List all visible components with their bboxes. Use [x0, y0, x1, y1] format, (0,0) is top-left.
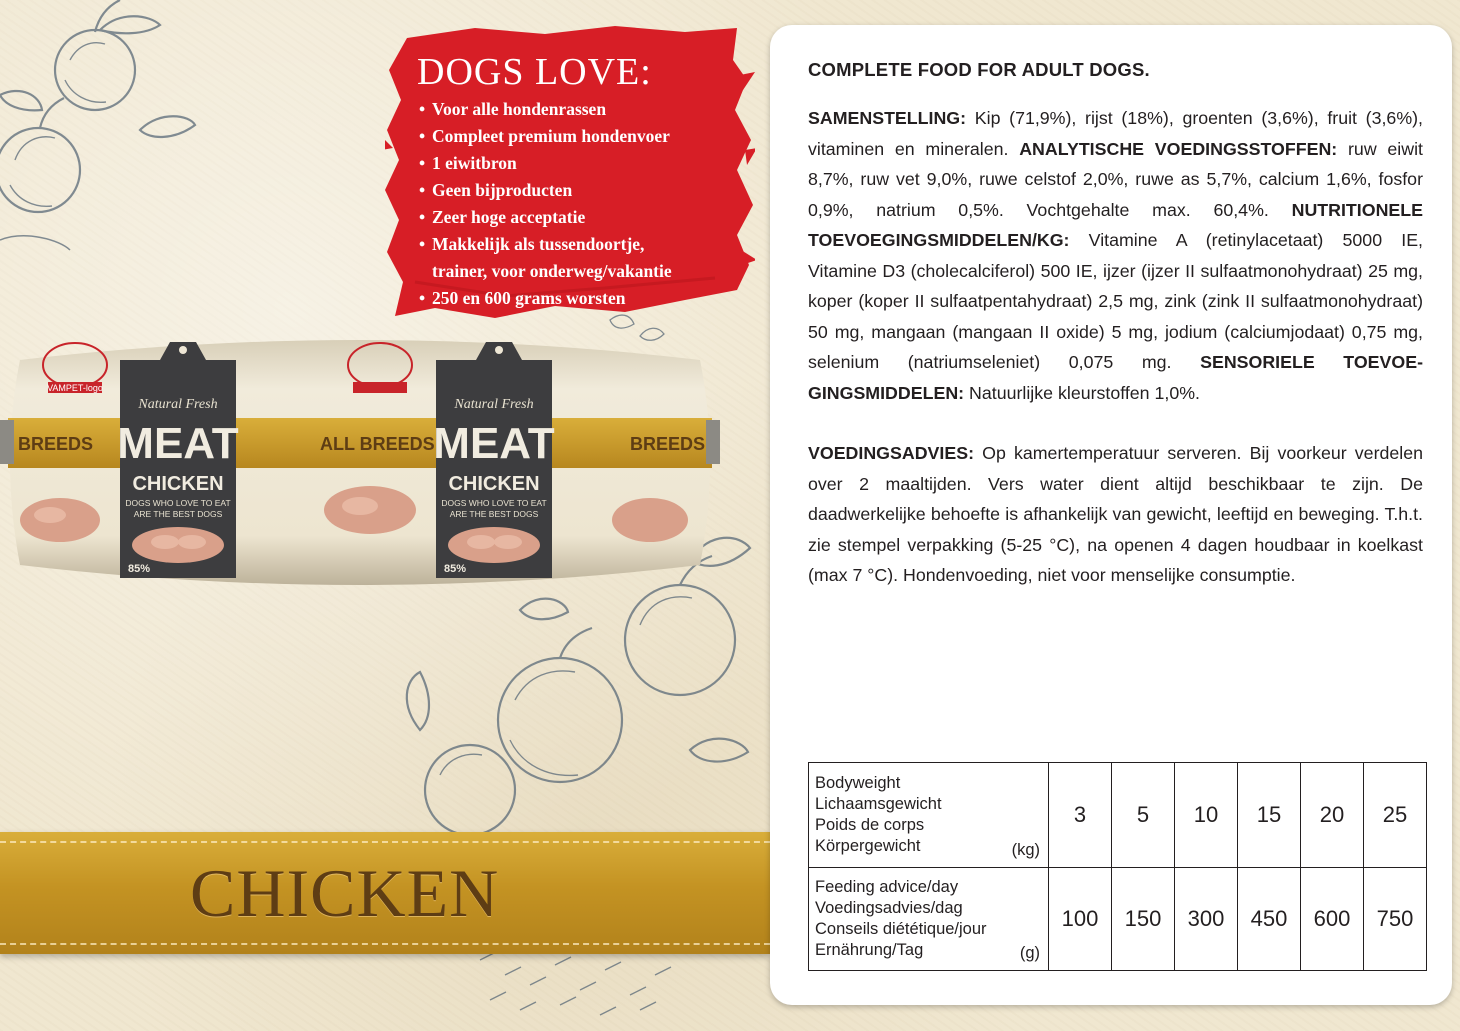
meat-word: MEAT — [433, 419, 555, 468]
advice-text: Op kamertemperatuur serveren. Bij voorkeur verdelen over 2 maaltijden. Vers water dient altijd beschikbaar te zijn. De daadwerkelijke behoefte is afhankelijk van gewicht, leeftijd en beweging. T.h.t. zie stempel verpakking (5-25 °C), na openen 4 dagen houdbaar in koelkast (max 7 °C). Hondenvoeding, niet voor menselijke consumptie. — [808, 443, 1423, 585]
clip-left — [0, 420, 14, 464]
script-label: Natural Fresh — [138, 397, 218, 412]
script-label: Natural Fresh — [454, 397, 534, 412]
product-label — [433, 342, 555, 578]
apple-sketch-icon — [425, 745, 515, 835]
table-cell: 100 — [1049, 868, 1112, 971]
tagline: ARE THE BEST DOGS — [133, 509, 223, 519]
table-cell: 25 — [1364, 763, 1427, 868]
advice-paragraph — [808, 438, 1423, 591]
row-label: Poids de corps — [815, 816, 925, 834]
band-text: ALL BREEDS — [320, 434, 435, 454]
banner-item: • Compleet premium hondenvoer — [419, 126, 670, 146]
banner-item: • Geen bijproducten — [419, 180, 573, 200]
ribbon-text: CHICKEN — [190, 855, 500, 931]
row-label: Lichaamsgewicht — [815, 795, 942, 813]
composition-label: SAMENSTELLING: — [808, 108, 967, 128]
row-label: Ernährung/Tag — [815, 941, 924, 959]
band-text: BREEDS — [18, 434, 94, 454]
banner-title: DOGS LOVE: — [417, 51, 652, 93]
logo-text: VAMPET-logo — [47, 383, 103, 393]
leaf-sketch-icon — [0, 91, 195, 250]
product-label — [117, 342, 239, 578]
banner-item: • 250 en 600 grams worsten — [419, 288, 626, 308]
table-cell: 15 — [1238, 763, 1301, 868]
table-cell: 20 — [1301, 763, 1364, 868]
sensory-text: Natuurlijke kleurstoffen 1,0%. — [964, 382, 1200, 403]
table-cell: 3 — [1049, 763, 1112, 868]
flavor-word: CHICKEN — [132, 473, 224, 495]
banner-item: • 1 eiwitbron — [419, 153, 517, 173]
panel-body — [808, 103, 1423, 591]
sensory-label: SENSORIELE TOEVOEGINGSMIDDELEN: — [808, 352, 1424, 403]
table-cell: 750 — [1364, 868, 1427, 971]
row-label: Bodyweight — [815, 774, 901, 792]
unit-label: (kg) — [1011, 841, 1040, 859]
additives-label: NUTRITIONELE TOEVOEGINGSMIDDELEN/KG: — [808, 199, 1423, 250]
percent-badge: 85% — [444, 563, 467, 575]
unit-label: (g) — [1019, 944, 1040, 962]
composition-text: Kip (71,9%), rijst (18%), groenten (3,6%), fruit (3,6%), vitaminen en mineralen. — [808, 108, 1423, 159]
feeding-label-cell — [809, 868, 1049, 971]
table-cell: 150 — [1112, 868, 1175, 971]
grain-sketch-icon — [480, 952, 671, 1015]
apple-sketch-icon — [55, 0, 160, 110]
banner-item: • Zeer hoge acceptatie — [419, 207, 586, 227]
table-cell: 600 — [1301, 868, 1364, 971]
table-cell: 5 — [1112, 763, 1175, 868]
band-text: BREEDS — [630, 434, 706, 454]
banner-item: trainer, voor onderweg/vakantie — [432, 261, 672, 281]
apple-sketch-icon — [498, 628, 622, 782]
banner-item: • Makkelijk als tussendoortje, — [419, 234, 645, 254]
table-cell: 10 — [1175, 763, 1238, 868]
meat-roll-product — [0, 320, 720, 600]
dogs-love-banner — [385, 20, 755, 325]
flavor-ribbon — [0, 832, 770, 954]
tagline: DOGS WHO LOVE TO EAT — [125, 498, 231, 508]
percent-badge: 85% — [128, 563, 151, 575]
analytic-text: ruw eiwit 8,7%, ruw vet 9,0%, ruwe celstof 2,0%, ruwe as 5,7%, calcium 1,6%, fosfor 0,9%, natrium 0,5%. Vochtgehalte max. 60,4%. — [808, 138, 1423, 220]
banner-item: • Voor alle hondenrassen — [419, 99, 607, 119]
panel-heading: COMPLETE FOOD FOR ADULT DOGS. — [808, 59, 1150, 80]
analytic-label: ANALYTISCHE VOEDINGSSTOFFEN: — [1019, 138, 1338, 159]
row-label: Voedingsadvies/dag — [815, 899, 963, 917]
flavor-word: CHICKEN — [448, 473, 540, 495]
feeding-table — [808, 762, 1427, 971]
tagline: DOGS WHO LOVE TO EAT — [441, 498, 547, 508]
table-row — [809, 763, 1427, 868]
clip-right — [706, 420, 720, 464]
table-row — [809, 868, 1427, 971]
apple-sketch-icon — [0, 98, 80, 212]
bodyweight-label-cell — [809, 763, 1049, 868]
meat-word: MEAT — [117, 419, 239, 468]
advice-label: VOEDINGSADVIES: — [808, 443, 974, 463]
additives-text: Vitamine A (retinylacetaat) 5000 IE, Vitamine D3 (cholecalciferol) 500 IE, ijzer (ijzer II sulfaatmonohydraat) 25 mg, koper (koper II sulfaatpentahydraat) 2,5 mg, zink (zink II sulfaatmonohydraat) 50 mg, mangaan (mangaan II oxide) 5 mg, jodium (calciumjodaat) 0,75 mg, selenium (natriumseleniet) 0,075 mg. — [808, 230, 1423, 372]
table-cell: 450 — [1238, 868, 1301, 971]
row-label: Feeding advice/day — [815, 878, 959, 896]
banner-list — [419, 96, 672, 312]
row-label: Conseils diététique/jour — [815, 920, 987, 938]
table-cell: 300 — [1175, 868, 1238, 971]
composition-paragraph — [808, 103, 1423, 408]
tagline: ARE THE BEST DOGS — [449, 509, 539, 519]
row-label: Körpergewicht — [815, 837, 921, 855]
